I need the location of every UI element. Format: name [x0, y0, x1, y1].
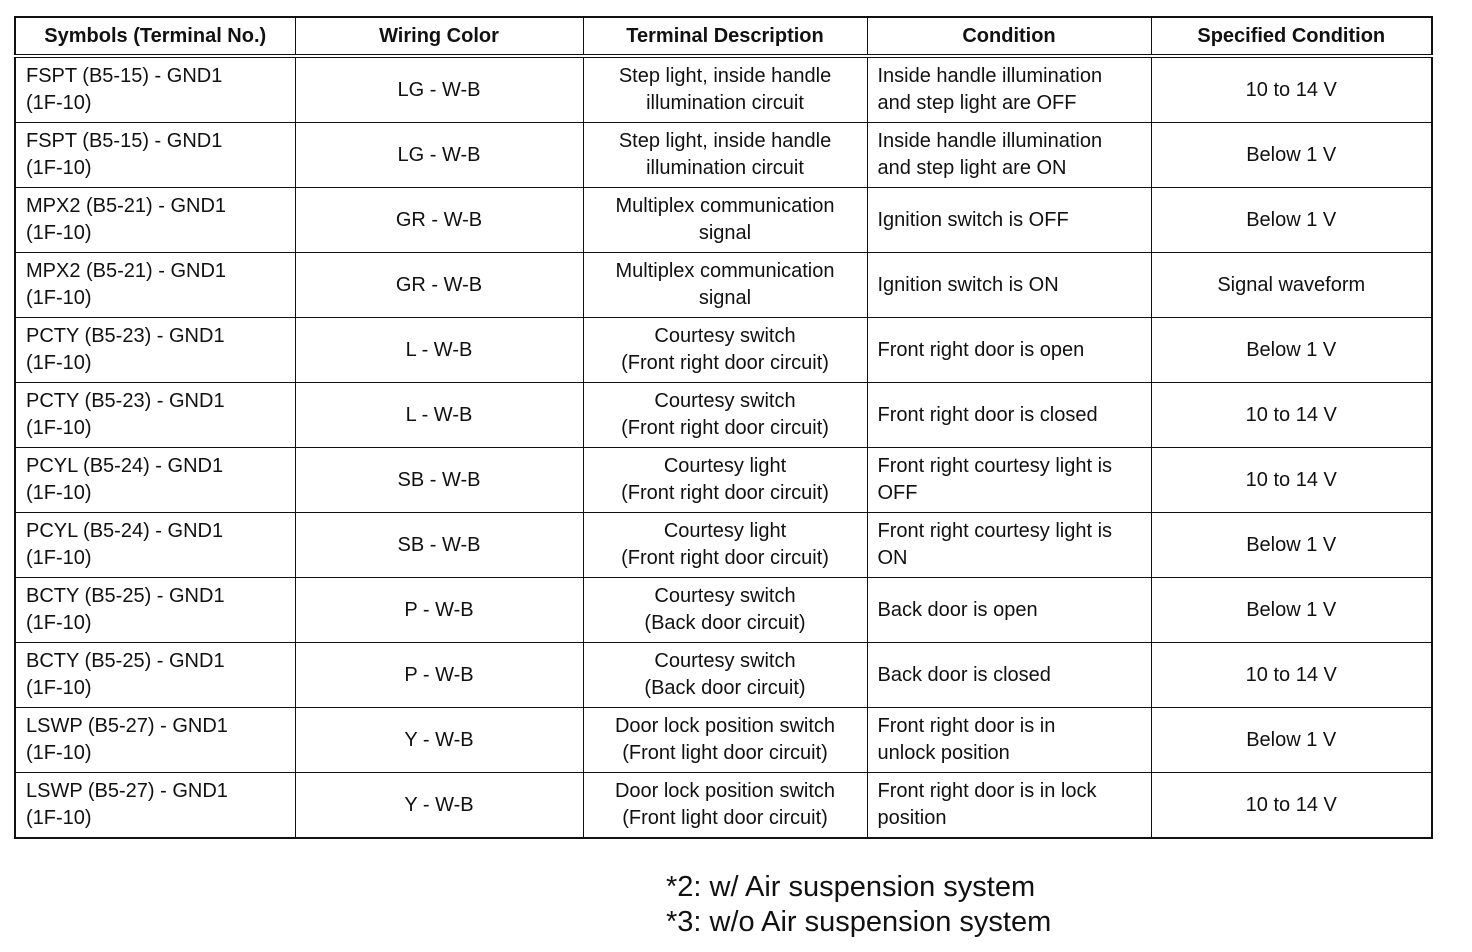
cell-condition [867, 318, 1151, 383]
cell-terminal-description [583, 513, 867, 578]
cell-terminal-description [583, 643, 867, 708]
cell-specified-condition: Below 1 V [1151, 708, 1432, 773]
cell-terminal-description-line: Courtesy light [663, 520, 787, 542]
cell-condition-line: OFF [877, 482, 918, 504]
cell-symbol-line: (1F-10) [26, 547, 92, 569]
header-specified-condition: Specified Condition [1151, 17, 1432, 56]
cell-wiring-color: LG - W-B [295, 123, 583, 188]
cell-terminal-description-line: (Front right door circuit) [621, 482, 829, 504]
cell-symbol-line: FSPT (B5-15) - GND1 [26, 65, 223, 87]
cell-condition-line: Ignition switch is ON [877, 273, 1059, 296]
cell-terminal-description-line: Courtesy switch [654, 650, 796, 672]
cell-wiring-color: SB - W-B [295, 448, 583, 513]
cell-symbol-line: (1F-10) [26, 222, 92, 244]
terminal-spec-table [14, 16, 1433, 839]
cell-symbol [15, 773, 295, 839]
cell-terminal-description [583, 56, 867, 123]
cell-wiring-color: Y - W-B [295, 773, 583, 839]
cell-wiring-color: GR - W-B [295, 188, 583, 253]
cell-terminal-description-line: signal [698, 222, 752, 244]
cell-condition-line: and step light are OFF [877, 92, 1077, 114]
header-terminal-description: Terminal Description [583, 17, 867, 56]
cell-condition-line: Front right door is in [877, 715, 1056, 737]
table-row [15, 448, 1432, 513]
cell-condition-line: Front right courtesy light is [877, 520, 1113, 542]
cell-specified-condition: Below 1 V [1151, 123, 1432, 188]
cell-terminal-description-line: Courtesy switch [654, 390, 796, 412]
footnote: *2: w/ Air suspension system [666, 871, 1036, 903]
cell-condition-line: position [877, 807, 947, 829]
cell-condition [867, 383, 1151, 448]
table-row [15, 383, 1432, 448]
cell-symbol-line: (1F-10) [26, 287, 92, 309]
cell-symbol-line: (1F-10) [26, 612, 92, 634]
cell-terminal-description-line: illumination circuit [646, 92, 804, 114]
cell-terminal-description [583, 318, 867, 383]
footnote: *3: w/o Air suspension system [666, 906, 1052, 938]
table-row [15, 643, 1432, 708]
cell-specified-condition: Below 1 V [1151, 513, 1432, 578]
cell-terminal-description-line: (Front right door circuit) [621, 547, 829, 569]
table-body [15, 56, 1432, 838]
table-row [15, 253, 1432, 318]
table-row [15, 773, 1432, 839]
cell-terminal-description [583, 773, 867, 839]
cell-symbol-line: MPX2 (B5-21) - GND1 [26, 195, 227, 217]
cell-terminal-description-line: Courtesy light [663, 455, 787, 477]
cell-symbol-line: (1F-10) [26, 807, 92, 829]
cell-condition-line: ON [877, 547, 908, 569]
cell-symbol-line: (1F-10) [26, 92, 92, 114]
cell-terminal-description-line: (Front right door circuit) [621, 417, 829, 439]
cell-symbol-line: (1F-10) [26, 352, 92, 374]
table-row [15, 578, 1432, 643]
cell-terminal-description-line: Multiplex communication [615, 260, 835, 282]
cell-terminal-description [583, 708, 867, 773]
cell-wiring-color: GR - W-B [295, 253, 583, 318]
cell-specified-condition: Below 1 V [1151, 578, 1432, 643]
cell-terminal-description-line: Step light, inside handle [618, 65, 832, 87]
cell-wiring-color: L - W-B [295, 318, 583, 383]
cell-terminal-description-line: (Front right door circuit) [621, 352, 829, 374]
cell-specified-condition: Signal waveform [1151, 253, 1432, 318]
cell-wiring-color: L - W-B [295, 383, 583, 448]
cell-condition [867, 448, 1151, 513]
header-condition: Condition [867, 17, 1151, 56]
cell-symbol [15, 188, 295, 253]
cell-wiring-color: LG - W-B [295, 56, 583, 123]
cell-terminal-description-line: Door lock position switch [614, 715, 836, 737]
cell-terminal-description-line: Step light, inside handle [618, 130, 832, 152]
cell-condition-line: Back door is open [877, 598, 1038, 621]
cell-symbol-line: LSWP (B5-27) - GND1 [26, 715, 228, 737]
cell-specified-condition: 10 to 14 V [1151, 383, 1432, 448]
cell-symbol-line: FSPT (B5-15) - GND1 [26, 130, 223, 152]
cell-wiring-color: P - W-B [295, 578, 583, 643]
cell-terminal-description [583, 188, 867, 253]
cell-terminal-description [583, 253, 867, 318]
cell-terminal-description [583, 383, 867, 448]
cell-specified-condition: 10 to 14 V [1151, 773, 1432, 839]
cell-condition-line: Inside handle illumination [877, 65, 1103, 87]
cell-symbol [15, 253, 295, 318]
cell-symbol-line: PCYL (B5-24) - GND1 [26, 520, 224, 542]
cell-terminal-description-line: Courtesy switch [654, 325, 796, 347]
cell-specified-condition: Below 1 V [1151, 188, 1432, 253]
cell-terminal-description-line: Multiplex communication [615, 195, 835, 217]
cell-terminal-description-line: (Front light door circuit) [622, 742, 828, 764]
cell-symbol [15, 383, 295, 448]
table-row [15, 708, 1432, 773]
cell-condition [867, 773, 1151, 839]
cell-terminal-description-line: (Front light door circuit) [622, 807, 828, 829]
cell-symbol-line: (1F-10) [26, 157, 92, 179]
cell-wiring-color: Y - W-B [295, 708, 583, 773]
cell-symbol-line: PCYL (B5-24) - GND1 [26, 455, 224, 477]
table-row [15, 123, 1432, 188]
cell-symbol-line: PCTY (B5-23) - GND1 [26, 390, 225, 412]
cell-condition-line: Front right courtesy light is [877, 455, 1113, 477]
cell-symbol-line: MPX2 (B5-21) - GND1 [26, 260, 227, 282]
cell-condition-line: Ignition switch is OFF [877, 208, 1069, 231]
cell-condition-line: Back door is closed [877, 663, 1051, 686]
cell-condition-line: Front right door is open [877, 338, 1085, 361]
table-row [15, 318, 1432, 383]
table-row [15, 513, 1432, 578]
cell-symbol-line: (1F-10) [26, 417, 92, 439]
cell-specified-condition: 10 to 14 V [1151, 643, 1432, 708]
footnotes [666, 870, 1051, 940]
cell-symbol [15, 578, 295, 643]
cell-condition [867, 643, 1151, 708]
cell-symbol-line: (1F-10) [26, 742, 92, 764]
cell-condition [867, 708, 1151, 773]
table-header-row [15, 17, 1432, 56]
cell-terminal-description [583, 123, 867, 188]
cell-terminal-description-line: signal [698, 287, 752, 309]
table-row [15, 188, 1432, 253]
cell-symbol-line: PCTY (B5-23) - GND1 [26, 325, 225, 347]
cell-specified-condition: 10 to 14 V [1151, 56, 1432, 123]
cell-condition [867, 56, 1151, 123]
header-symbols: Symbols (Terminal No.) [15, 17, 295, 56]
cell-condition-line: Inside handle illumination [877, 130, 1103, 152]
cell-condition-line: Front right door is closed [877, 403, 1098, 426]
cell-specified-condition: Below 1 V [1151, 318, 1432, 383]
cell-terminal-description-line: (Back door circuit) [644, 677, 806, 699]
cell-terminal-description-line: illumination circuit [646, 157, 804, 179]
cell-wiring-color: P - W-B [295, 643, 583, 708]
cell-symbol [15, 123, 295, 188]
cell-condition [867, 578, 1151, 643]
cell-symbol-line: (1F-10) [26, 677, 92, 699]
cell-condition [867, 513, 1151, 578]
cell-condition-line: and step light are ON [877, 157, 1067, 179]
cell-condition [867, 253, 1151, 318]
cell-wiring-color: SB - W-B [295, 513, 583, 578]
cell-terminal-description [583, 578, 867, 643]
cell-symbol-line: BCTY (B5-25) - GND1 [26, 585, 225, 607]
cell-condition-line: unlock position [877, 742, 1010, 764]
cell-symbol [15, 56, 295, 123]
cell-condition [867, 188, 1151, 253]
cell-terminal-description-line: (Back door circuit) [644, 612, 806, 634]
cell-symbol-line: BCTY (B5-25) - GND1 [26, 650, 225, 672]
cell-symbol-line: (1F-10) [26, 482, 92, 504]
cell-condition-line: Front right door is in lock [877, 780, 1097, 802]
cell-condition [867, 123, 1151, 188]
cell-symbol [15, 318, 295, 383]
cell-symbol [15, 643, 295, 708]
cell-symbol [15, 708, 295, 773]
header-wiring-color: Wiring Color [295, 17, 583, 56]
cell-terminal-description-line: Door lock position switch [614, 780, 836, 802]
cell-symbol [15, 448, 295, 513]
cell-specified-condition: 10 to 14 V [1151, 448, 1432, 513]
cell-symbol-line: LSWP (B5-27) - GND1 [26, 780, 228, 802]
cell-terminal-description [583, 448, 867, 513]
cell-terminal-description-line: Courtesy switch [654, 585, 796, 607]
cell-symbol [15, 513, 295, 578]
table-row [15, 56, 1432, 123]
